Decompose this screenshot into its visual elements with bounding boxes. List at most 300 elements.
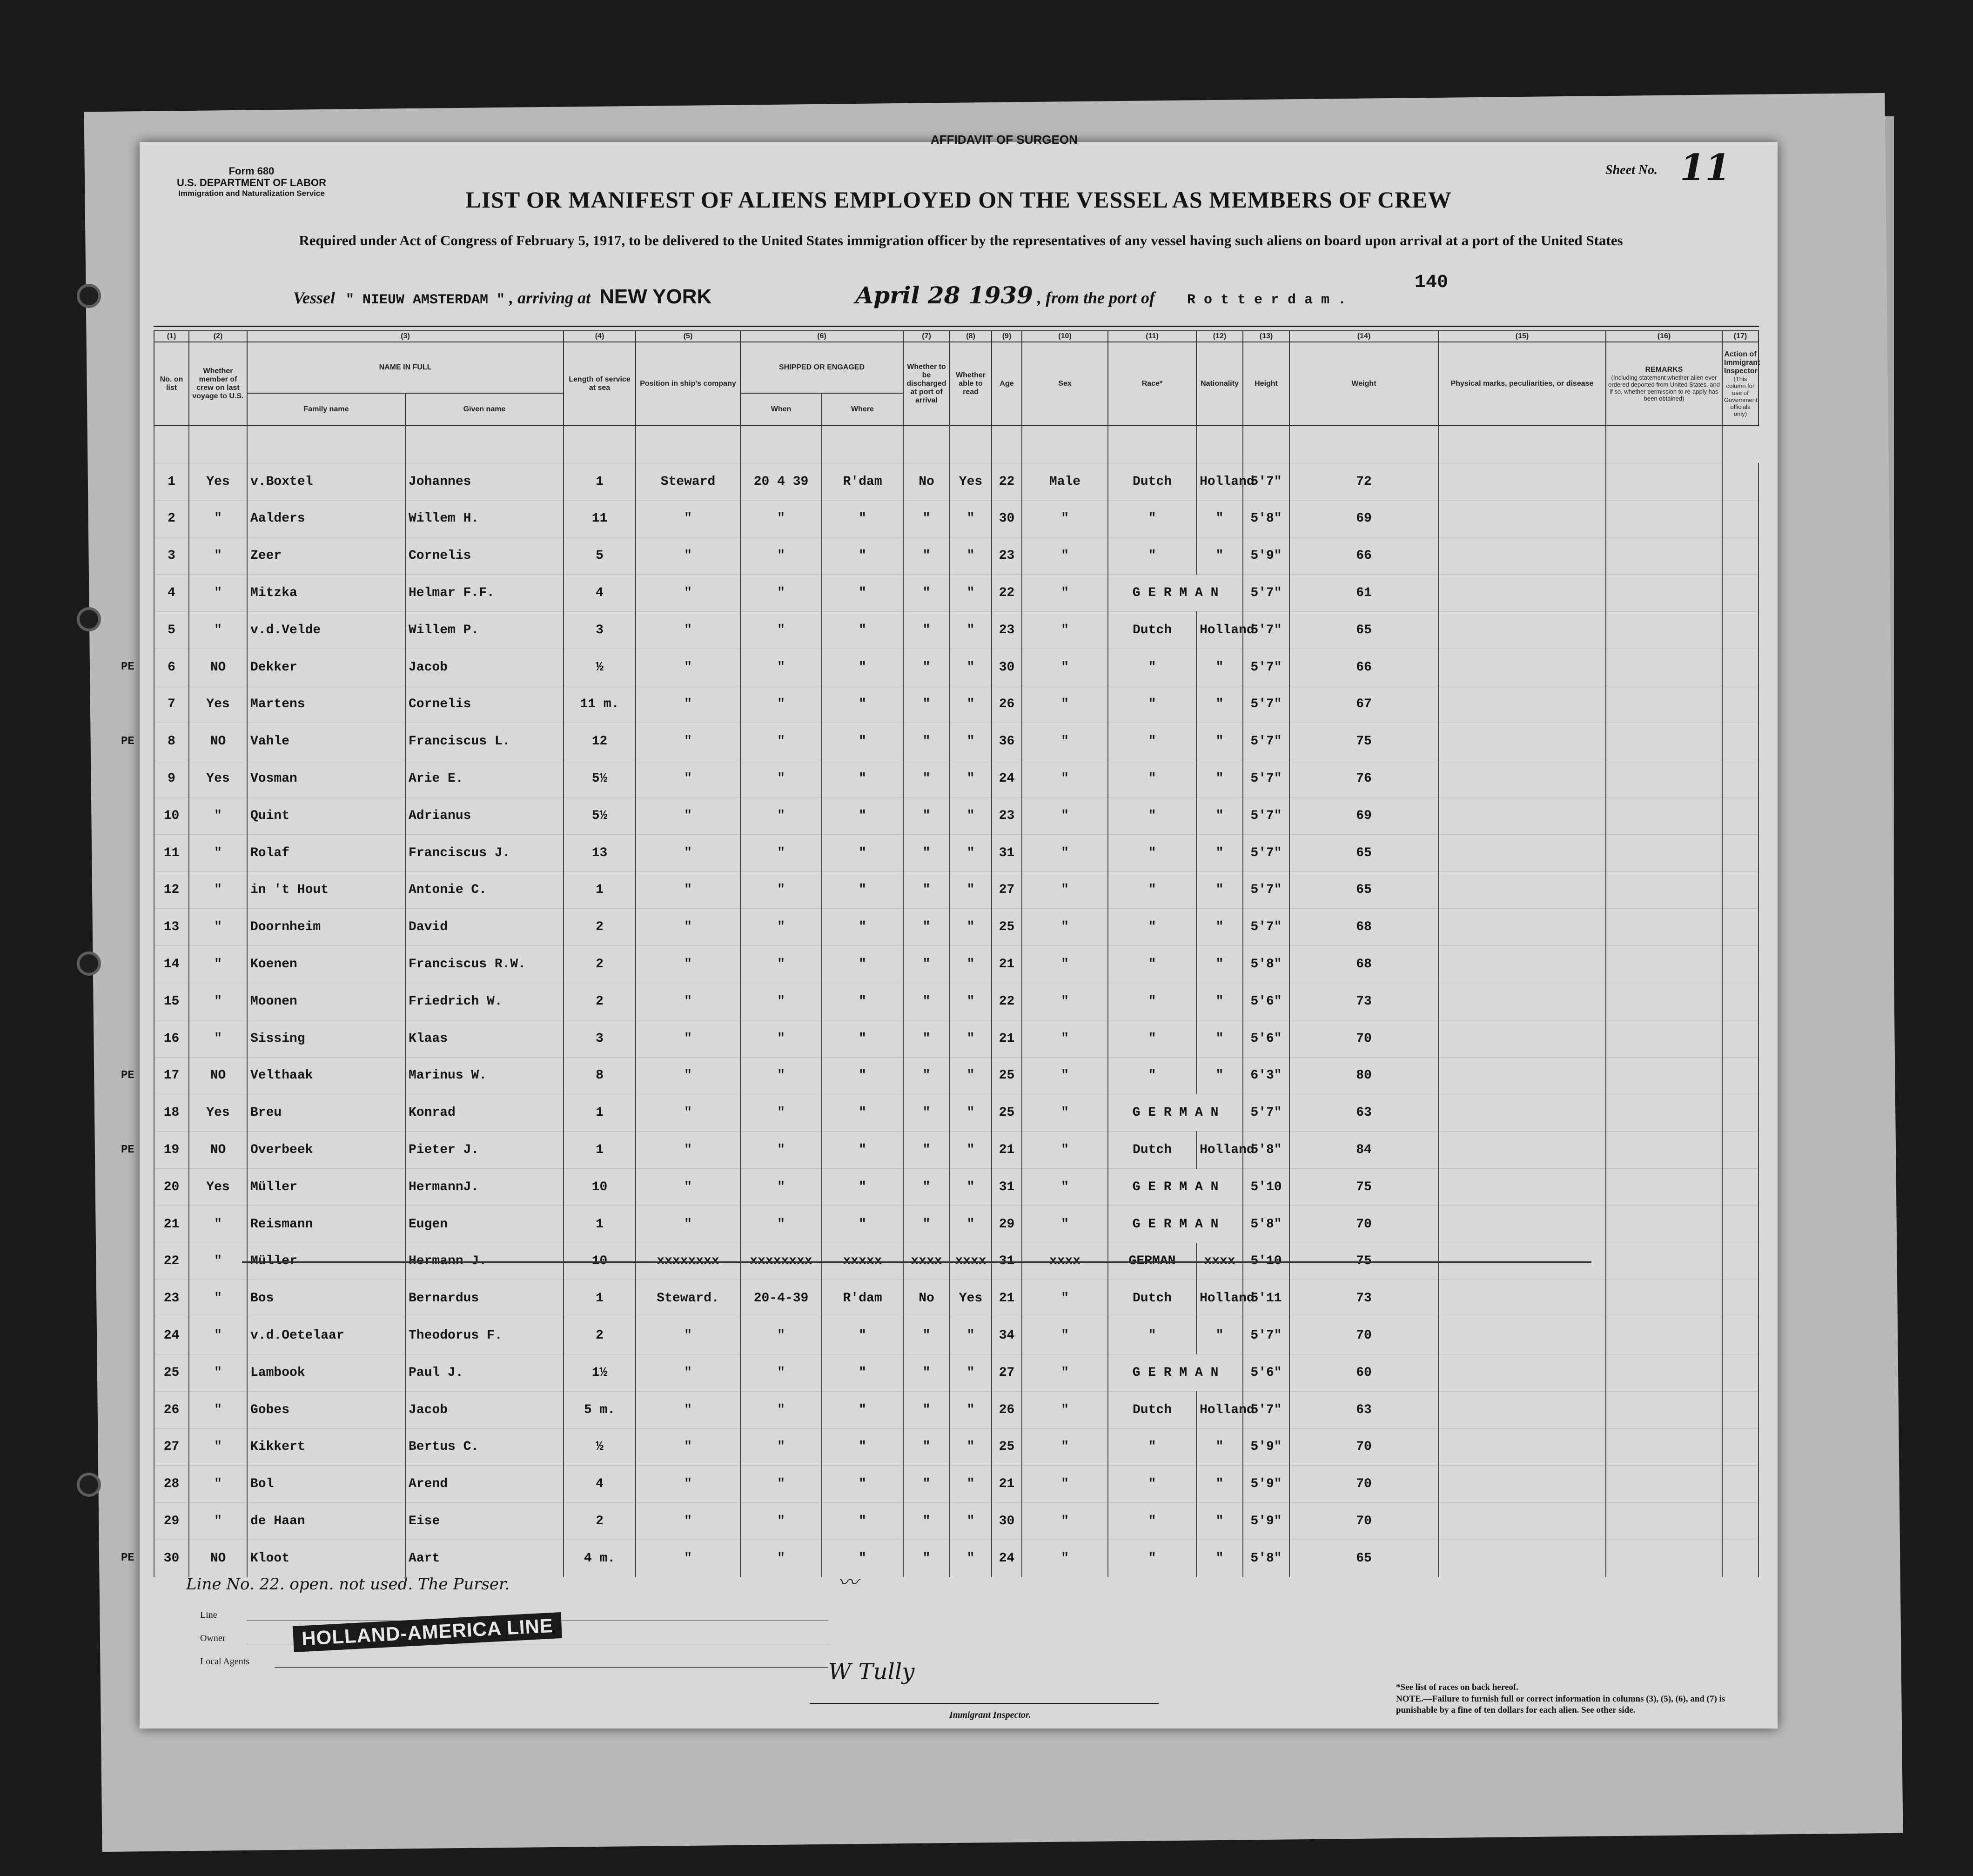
- cell-blank: [1722, 611, 1758, 649]
- table-row: [154, 537, 1758, 575]
- cell-height: 5'11: [1243, 1280, 1289, 1317]
- cell-height: 5'9": [1243, 537, 1289, 575]
- signature-line: [275, 1667, 828, 1668]
- cell-when: ": [740, 1020, 822, 1057]
- cell-where: ": [822, 1132, 903, 1169]
- cell-no: 10: [154, 797, 189, 834]
- cell-when: ": [740, 946, 822, 983]
- cell-age: 24: [992, 1540, 1022, 1577]
- cell-read: ": [950, 1466, 992, 1503]
- table-row: [154, 1168, 1758, 1206]
- cell-blank: [1722, 1206, 1758, 1243]
- cell-blank: [1722, 537, 1758, 575]
- cell-race: ": [1108, 871, 1196, 909]
- col-num: (11): [1108, 331, 1196, 342]
- cell-position: ": [636, 1503, 740, 1540]
- cell-height: 5'8": [1243, 1132, 1289, 1169]
- col-num: (2): [189, 331, 247, 342]
- cell-position: ": [636, 1057, 740, 1094]
- department: U.S. DEPARTMENT OF LABOR: [177, 177, 327, 189]
- cell-family: Velthaak: [247, 1057, 405, 1094]
- cell-family: Overbeek: [247, 1132, 405, 1169]
- cell-no: 2: [154, 500, 189, 537]
- cell-nat: ": [1196, 537, 1243, 575]
- cell-family: Bos: [247, 1280, 405, 1317]
- cell-service: 1: [564, 1094, 636, 1132]
- cell-nat: ": [1196, 1020, 1243, 1057]
- cell-blank: [1722, 686, 1758, 723]
- cell-height: 5'7": [1243, 1391, 1289, 1428]
- cell-given: Bertus C.: [405, 1428, 564, 1466]
- table-row: [154, 1206, 1758, 1243]
- cell-height: 5'7": [1243, 723, 1289, 760]
- cell-where: ": [822, 500, 903, 537]
- cell-read: ": [950, 983, 992, 1020]
- cell-weight: 63: [1289, 1094, 1438, 1132]
- punch-hole: [77, 284, 101, 308]
- cell-blank: [1606, 500, 1722, 537]
- cell-service: 4: [564, 575, 636, 612]
- cell-service: 2: [564, 946, 636, 983]
- cell-sex: ": [1022, 500, 1108, 537]
- col-discharged: Whether to be discharged at port of arrival: [903, 342, 950, 426]
- cell-family: Doornheim: [247, 909, 405, 946]
- table-row: [154, 1317, 1758, 1354]
- col-no-on-list: No. on list: [154, 342, 189, 426]
- cell-blank: [1722, 1466, 1758, 1503]
- cell-service: 2: [564, 983, 636, 1020]
- cell-when: ": [740, 983, 822, 1020]
- cell-when: ": [740, 1540, 822, 1577]
- cell-read: ": [950, 686, 992, 723]
- cell-no: 23: [154, 1280, 189, 1317]
- cell-when: ": [740, 1317, 822, 1354]
- cell-where: ": [822, 834, 903, 871]
- cell-blank: [1606, 1466, 1722, 1503]
- pe-mark: PE: [121, 1552, 134, 1565]
- cell-no: 28: [154, 1466, 189, 1503]
- cell-when: ": [740, 575, 822, 612]
- cell-read: ": [950, 500, 992, 537]
- cell-position: ": [636, 1428, 740, 1466]
- cell-age: 21: [992, 946, 1022, 983]
- cell-service: 5½: [564, 797, 636, 834]
- cell-disch: ": [903, 537, 950, 575]
- cell-blank: [1606, 1243, 1722, 1280]
- cell-blank: [1606, 1094, 1722, 1132]
- cell-sex: ": [1022, 1094, 1108, 1132]
- table-row: [154, 1466, 1758, 1503]
- cell-where: ": [822, 723, 903, 760]
- cell-disch: ": [903, 1540, 950, 1577]
- line-22-annotation: Line No. 22. open. not used. The Purser.: [186, 1575, 510, 1594]
- cell-disch: ": [903, 500, 950, 537]
- cell-disch: ": [903, 1466, 950, 1503]
- arriving-port: NEW YORK: [599, 285, 712, 308]
- cell-weight: 65: [1289, 871, 1438, 909]
- cell-age: 26: [992, 686, 1022, 723]
- cell-service: 4 m.: [564, 1540, 636, 1577]
- remarks-title: REMARKS: [1645, 366, 1683, 374]
- cell-age: 25: [992, 1428, 1022, 1466]
- col-nationality: Nationality: [1196, 342, 1243, 426]
- cell-blank: [1606, 649, 1722, 686]
- cell-given: Helmar F.F.: [405, 575, 564, 612]
- cell-disch: ": [903, 909, 950, 946]
- cell-family: Müller: [247, 1168, 405, 1206]
- cell-weight: 72: [1289, 463, 1438, 500]
- cell-disch: ": [903, 1428, 950, 1466]
- cell-disch: ": [903, 1317, 950, 1354]
- cell-where: ": [822, 575, 903, 612]
- cell-sex: ": [1022, 1503, 1108, 1540]
- crew-table: [154, 330, 1759, 1577]
- cell-nat: ": [1196, 500, 1243, 537]
- cell-nat: ": [1196, 797, 1243, 834]
- cell-no: 14: [154, 946, 189, 983]
- cell-prev: ": [189, 909, 247, 946]
- cell-height: 5'9": [1243, 1428, 1289, 1466]
- cell-family: de Haan: [247, 1503, 405, 1540]
- cell-position: ": [636, 686, 740, 723]
- cell-read: ": [950, 1354, 992, 1391]
- purser-signature: 〰: [838, 1571, 858, 1595]
- cell-no: 13: [154, 909, 189, 946]
- cell-weight: 75: [1289, 1168, 1438, 1206]
- cell-disch: ": [903, 1503, 950, 1540]
- cell-where: ": [822, 1206, 903, 1243]
- cell-family: Vosman: [247, 760, 405, 797]
- cell-sex: ": [1022, 1354, 1108, 1391]
- cell-sex: ": [1022, 1391, 1108, 1428]
- cell-read: ": [950, 1317, 992, 1354]
- cell-service: ½: [564, 649, 636, 686]
- pe-mark: PE: [121, 735, 134, 748]
- cell-height: 5'7": [1243, 463, 1289, 500]
- cell-blank: [1722, 1391, 1758, 1428]
- cell-race: ": [1108, 909, 1196, 946]
- cell-where: ": [822, 871, 903, 909]
- col-physical-marks: Physical marks, peculiarities, or disease: [1438, 342, 1606, 426]
- table-row: [154, 463, 1758, 500]
- cell-when: ": [740, 611, 822, 649]
- cell-race: Dutch: [1108, 1391, 1196, 1428]
- cell-blank: [1606, 871, 1722, 909]
- cell-blank: [1722, 946, 1758, 983]
- cell-read: ": [950, 1020, 992, 1057]
- cell-family: Koenen: [247, 946, 405, 983]
- cell-blank: [1438, 1020, 1606, 1057]
- cell-race: Dutch: [1108, 463, 1196, 500]
- cell-sex: ": [1022, 983, 1108, 1020]
- cell-age: 30: [992, 649, 1022, 686]
- cell-when: ": [740, 1057, 822, 1094]
- cell-weight: 65: [1289, 1540, 1438, 1577]
- cell-nat: Holland: [1196, 1280, 1243, 1317]
- cell-position: ": [636, 909, 740, 946]
- cell-prev: ": [189, 1206, 247, 1243]
- table-row: [154, 1020, 1758, 1057]
- cell-service: 3: [564, 611, 636, 649]
- cell-service: 5½: [564, 760, 636, 797]
- cell-blank: [1438, 1466, 1606, 1503]
- cell-service: 1: [564, 871, 636, 909]
- cell-prev: ": [189, 1243, 247, 1280]
- cell-when: ": [740, 909, 822, 946]
- table-row: [154, 1280, 1758, 1317]
- cell-when: ": [740, 871, 822, 909]
- col-name-in-full: NAME IN FULL: [247, 342, 564, 393]
- cell-no: 11: [154, 834, 189, 871]
- cell-nat: Holland: [1196, 1132, 1243, 1169]
- owner-label: Owner: [200, 1633, 226, 1643]
- cell-when: ": [740, 1132, 822, 1169]
- cell-prev: ": [189, 575, 247, 612]
- action-note: (This column for use of Government officials only): [1724, 375, 1758, 417]
- service: Immigration and Naturalization Service: [178, 188, 325, 198]
- cell-weight: 76: [1289, 760, 1438, 797]
- cell-blank: [1438, 649, 1606, 686]
- cell-nat: ": [1196, 946, 1243, 983]
- cell-age: 27: [992, 1354, 1022, 1391]
- cell-age: 21: [992, 1020, 1022, 1057]
- cell-family: v.d.Velde: [247, 611, 405, 649]
- cell-nat: Holland: [1196, 611, 1243, 649]
- cell-given: Aart: [405, 1540, 564, 1577]
- cell-race: ": [1108, 723, 1196, 760]
- cell-race: ": [1108, 797, 1196, 834]
- cell-height: 5'6": [1243, 983, 1289, 1020]
- col-num: (17): [1722, 331, 1758, 342]
- cell-service: 1: [564, 1280, 636, 1317]
- cell-family: Kloot: [247, 1540, 405, 1577]
- cell-sex: ": [1022, 1466, 1108, 1503]
- note-races: *See list of races on back hereof.: [1396, 1682, 1518, 1692]
- cell-age: 22: [992, 983, 1022, 1020]
- cell-nat: Holland: [1196, 1391, 1243, 1428]
- cell-blank: [1722, 1132, 1758, 1169]
- cell-blank: [1606, 575, 1722, 612]
- cell-blank: [1722, 463, 1758, 500]
- col-num: (4): [564, 331, 636, 342]
- cell-position: ": [636, 1354, 740, 1391]
- cell-family: Bol: [247, 1466, 405, 1503]
- table-row: [154, 946, 1758, 983]
- cell-height: 5'7": [1243, 871, 1289, 909]
- inspector-signature: W Tully: [828, 1659, 915, 1685]
- cell-sex: ": [1022, 611, 1108, 649]
- cell-when: ": [740, 1503, 822, 1540]
- cell-blank: [1438, 575, 1606, 612]
- cell-height: 5'7": [1243, 1317, 1289, 1354]
- cell-given: Eugen: [405, 1206, 564, 1243]
- cell-height: 5'7": [1243, 797, 1289, 834]
- cell-blank: [1606, 1391, 1722, 1428]
- cell-nat: ": [1196, 723, 1243, 760]
- cell-weight: 70: [1289, 1503, 1438, 1540]
- cell-blank: [1438, 1354, 1606, 1391]
- cell-blank: [1722, 983, 1758, 1020]
- cell-race: Dutch: [1108, 1132, 1196, 1169]
- cell-blank: [1606, 1317, 1722, 1354]
- cell-blank: [1722, 909, 1758, 946]
- col-remarks: [1606, 342, 1722, 426]
- cell-blank: [1722, 1020, 1758, 1057]
- cell-nat: ": [1196, 649, 1243, 686]
- cell-prev: ": [189, 1503, 247, 1540]
- cell-no: 1: [154, 463, 189, 500]
- cell-blank: [1438, 1391, 1606, 1428]
- col-height: Height: [1243, 342, 1289, 426]
- cell-position: ": [636, 500, 740, 537]
- cell-sex: ": [1022, 1317, 1108, 1354]
- cell-weight: 61: [1289, 575, 1438, 612]
- cell-blank: [1438, 1132, 1606, 1169]
- cell-height: 5'7": [1243, 611, 1289, 649]
- cell-prev: NO: [189, 1057, 247, 1094]
- cell-weight: 60: [1289, 1354, 1438, 1391]
- cell-no: 12: [154, 871, 189, 909]
- cell-read: ": [950, 1057, 992, 1094]
- cell-position: ": [636, 871, 740, 909]
- inspector-label: Immigrant Inspector.: [949, 1710, 1031, 1720]
- cell-race: G E R M A N: [1108, 1094, 1243, 1132]
- cell-weight: 73: [1289, 1280, 1438, 1317]
- cell-blank: [1438, 1503, 1606, 1540]
- cell-blank: [1606, 1020, 1722, 1057]
- cell-nat: ": [1196, 1503, 1243, 1540]
- remarks-note: (Including statement whether alien ever ordered deported from United States, and if so, whether permission to re-apply has been obtained): [1608, 374, 1720, 402]
- cell-family: Martens: [247, 686, 405, 723]
- cell-disch: ": [903, 946, 950, 983]
- cell-blank: [1606, 1206, 1722, 1243]
- cell-race: ": [1108, 834, 1196, 871]
- cell-prev: ": [189, 537, 247, 575]
- cell-blank: [1606, 1132, 1722, 1169]
- cell-family: Vahle: [247, 723, 405, 760]
- cell-sex: ": [1022, 1132, 1108, 1169]
- cell-age: 25: [992, 909, 1022, 946]
- cell-read: ": [950, 537, 992, 575]
- cell-blank: [1438, 909, 1606, 946]
- divider: [154, 326, 1759, 327]
- cell-blank: [1606, 1168, 1722, 1206]
- cell-prev: Yes: [189, 1168, 247, 1206]
- cell-family: Aalders: [247, 500, 405, 537]
- cell-height: 6'3": [1243, 1057, 1289, 1094]
- cell-height: 5'7": [1243, 575, 1289, 612]
- cell-sex: ": [1022, 1280, 1108, 1317]
- cell-position: Steward: [636, 463, 740, 500]
- cell-prev: Yes: [189, 686, 247, 723]
- cell-service: 2: [564, 909, 636, 946]
- cell-blank: [1606, 983, 1722, 1020]
- cell-given: Johannes: [405, 463, 564, 500]
- cell-race: ": [1108, 686, 1196, 723]
- cell-weight: 65: [1289, 834, 1438, 871]
- cell-blank: [1606, 1503, 1722, 1540]
- cell-weight: 84: [1289, 1132, 1438, 1169]
- cell-given: David: [405, 909, 564, 946]
- cell-race: ": [1108, 1020, 1196, 1057]
- cell-disch: ": [903, 575, 950, 612]
- cell-nat: ": [1196, 1057, 1243, 1094]
- cell-given: Antonie C.: [405, 871, 564, 909]
- cell-sex: ": [1022, 575, 1108, 612]
- cell-nat: ": [1196, 1466, 1243, 1503]
- cell-family: Rolaf: [247, 834, 405, 871]
- cell-where: ": [822, 983, 903, 1020]
- cell-race: ": [1108, 537, 1196, 575]
- cell-service: 5: [564, 537, 636, 575]
- cell-disch: ": [903, 1354, 950, 1391]
- cell-service: 12: [564, 723, 636, 760]
- cell-race: ": [1108, 500, 1196, 537]
- cell-height: 5'8": [1243, 500, 1289, 537]
- cell-family: Reismann: [247, 1206, 405, 1243]
- cell-blank: [1438, 723, 1606, 760]
- cell-where: ": [822, 537, 903, 575]
- cell-when: ": [740, 500, 822, 537]
- col-num: (1): [154, 331, 189, 342]
- cell-sex: ": [1022, 649, 1108, 686]
- cell-no: 5: [154, 611, 189, 649]
- cell-no: 16: [154, 1020, 189, 1057]
- cell-nat: Holland: [1196, 463, 1243, 500]
- cell-weight: 63: [1289, 1391, 1438, 1428]
- cell-weight: 73: [1289, 983, 1438, 1020]
- cell-weight: 66: [1289, 537, 1438, 575]
- cell-where: ": [822, 1466, 903, 1503]
- cell-where: ": [822, 1057, 903, 1094]
- cell-when: ": [740, 649, 822, 686]
- cell-disch: ": [903, 611, 950, 649]
- cell-family: Breu: [247, 1094, 405, 1132]
- cell-no: 3: [154, 537, 189, 575]
- cell-blank: [1438, 1206, 1606, 1243]
- col-num: (14): [1289, 331, 1438, 342]
- cell-prev: ": [189, 871, 247, 909]
- cell-blank: [1722, 1317, 1758, 1354]
- cell-family: Gobes: [247, 1391, 405, 1428]
- table-row: [154, 1094, 1758, 1132]
- cell-disch: ": [903, 1094, 950, 1132]
- vessel-label: Vessel: [293, 288, 335, 307]
- col-num: (5): [636, 331, 740, 342]
- cell-family: v.Boxtel: [247, 463, 405, 500]
- sheet-number: 11: [1680, 147, 1731, 189]
- cell-family: Dekker: [247, 649, 405, 686]
- affidavit-heading: AFFIDAVIT OF SURGEON: [931, 133, 1078, 147]
- pe-mark: PE: [121, 1069, 134, 1082]
- cell-blank: [1606, 1280, 1722, 1317]
- cell-where: R'dam: [822, 1280, 903, 1317]
- cell-race: Dutch: [1108, 1280, 1196, 1317]
- cell-position: ": [636, 797, 740, 834]
- cell-when: ": [740, 1206, 822, 1243]
- crew-rows: [154, 463, 1758, 1577]
- cell-height: 5'7": [1243, 649, 1289, 686]
- cell-height: 5'7": [1243, 834, 1289, 871]
- cell-sex: ": [1022, 686, 1108, 723]
- cell-no: 21: [154, 1206, 189, 1243]
- cell-sex: ": [1022, 909, 1108, 946]
- table-row: [154, 909, 1758, 946]
- cell-given: Eise: [405, 1503, 564, 1540]
- cell-weight: 70: [1289, 1020, 1438, 1057]
- cell-given: Jacob: [405, 1391, 564, 1428]
- cell-read: ": [950, 760, 992, 797]
